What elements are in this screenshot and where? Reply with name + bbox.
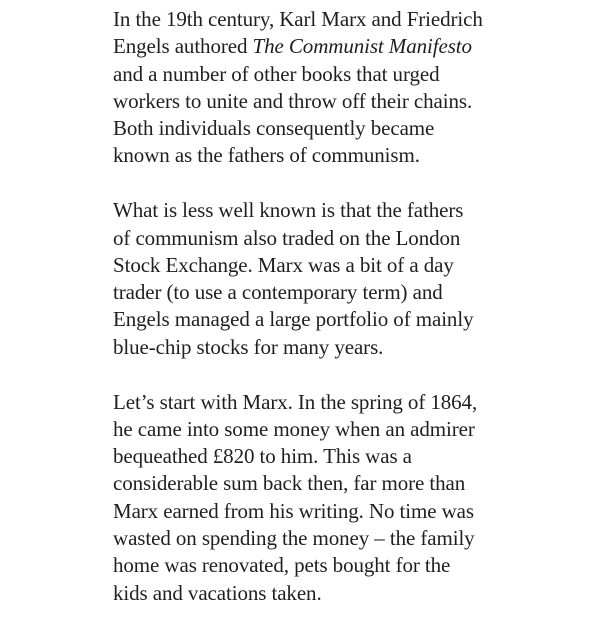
text-line (113, 115, 593, 142)
text-line (113, 580, 593, 607)
text-line (113, 33, 593, 60)
text-line (113, 225, 593, 252)
text-line (113, 88, 593, 115)
text-line (113, 279, 593, 306)
line-text: blue-chip stocks for many years. (113, 334, 384, 359)
line-text: Stock Exchange. Marx was a bit of a day (113, 252, 454, 277)
line-text: What is less well known is that the fathers (113, 198, 464, 223)
text-line (113, 416, 593, 443)
text-line (113, 443, 593, 470)
text-line (113, 306, 593, 333)
line-text: In the 19th century, Karl Marx and Friedrich (113, 7, 483, 31)
text-line (113, 252, 593, 279)
text-line (113, 498, 593, 525)
line-text: he came into some money when an admirer (113, 416, 475, 441)
line-text: trader (to use a contemporary term) and (113, 280, 443, 305)
line-text: Let’s start with Marx. In the spring of 1864, (113, 389, 478, 414)
line-text: Marx earned from his writing. No time was (113, 498, 474, 523)
text-line (113, 6, 593, 33)
line-text: known as the fathers of communism. (113, 143, 420, 168)
line-text: workers to unite and throw off their chains. (113, 88, 473, 113)
line-text: Both individuals consequently became (113, 116, 435, 141)
book-title: The Communist Manifesto (252, 34, 472, 59)
line-text: considerable sum back then, far more than (113, 471, 466, 496)
line-text: kids and vacations taken. (113, 580, 322, 605)
paragraph-3 (113, 389, 593, 607)
text-line (113, 389, 593, 416)
line-text: and a number of other books that urged (113, 61, 440, 86)
line-text: Engels managed a large portfolio of mainly (113, 307, 474, 332)
text-line (113, 470, 593, 497)
paragraph-2 (113, 197, 593, 361)
text-line (113, 552, 593, 579)
text-line (113, 142, 593, 169)
text-line (113, 61, 593, 88)
line-text: bequeathed £820 to him. This was a (113, 444, 412, 469)
paragraph-1 (113, 6, 593, 170)
line-text: Engels authored (113, 34, 253, 59)
text-line (113, 525, 593, 552)
article-body (113, 6, 593, 634)
text-line (113, 197, 593, 224)
text-line (113, 334, 593, 361)
line-text: wasted on spending the money – the family (113, 526, 475, 551)
line-text: of communism also traded on the London (113, 225, 461, 250)
line-text: home was renovated, pets bought for the (113, 553, 451, 578)
